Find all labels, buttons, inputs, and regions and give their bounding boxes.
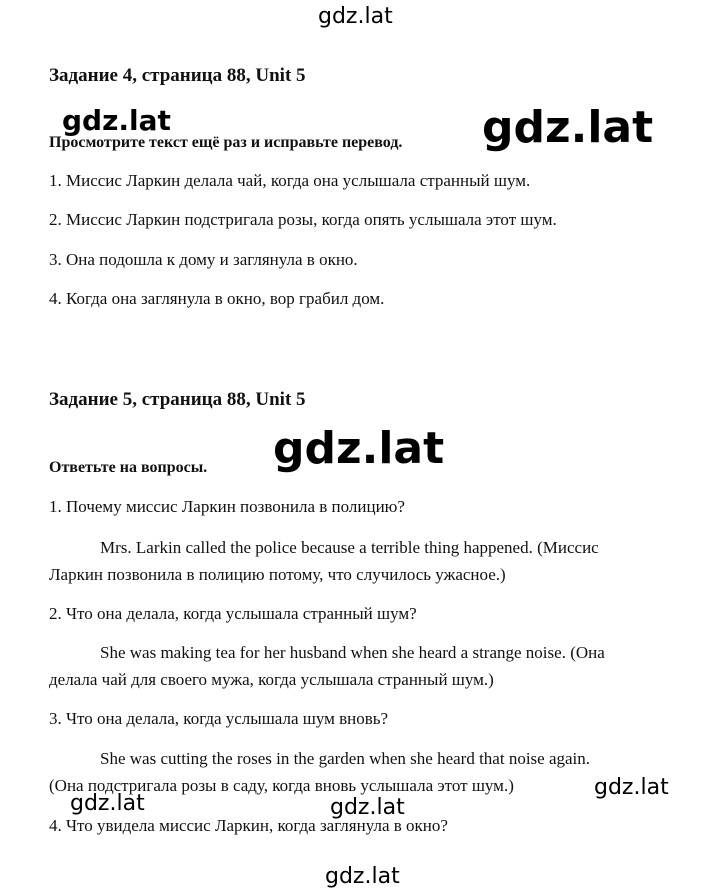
watermark-left-2: gdz.lat	[70, 791, 145, 816]
answer-2-line-1: She was making tea for her husband when she heard a strange noise. (Она	[100, 643, 605, 662]
task-5-instruction: Ответьте на вопросы.	[49, 459, 208, 476]
watermark-top: gdz.lat	[318, 4, 393, 29]
watermark-bottom: gdz.lat	[325, 864, 400, 889]
task-4-item: 3. Она подошла к дому и заглянула в окно.	[49, 250, 358, 269]
question-3: 3. Что она делала, когда услышала шум вновь?	[49, 709, 389, 728]
task-4-item: 4. Когда она заглянула в окно, вор грабил дом.	[49, 289, 385, 308]
watermark-right-1: gdz.lat	[482, 102, 654, 153]
question-1: 1. Почему миссис Ларкин позвонила в полицию?	[49, 497, 405, 516]
answer-3-line-2: (Она подстригала розы в саду, когда вновь услышала этот шум.)	[49, 776, 514, 795]
watermark-left-1: gdz.lat	[62, 104, 171, 137]
question-4: 4. Что увидела миссис Ларкин, когда заглянула в окно?	[49, 816, 448, 835]
task-4-item: 1. Миссис Ларкин делала чай, когда она услышала странный шум.	[49, 171, 531, 190]
task-4-instruction: Просмотрите текст ещё раз и исправьте перевод.	[49, 134, 403, 151]
answer-1-line-1: Mrs. Larkin called the police because a terrible thing happened. (Миссис	[100, 538, 599, 557]
answer-2-line-2: делала чай для своего мужа, когда услышала странный шум.)	[49, 670, 494, 689]
answer-3-line-1: She was cutting the roses in the garden when she heard that noise again.	[100, 749, 591, 768]
task-4-item: 2. Миссис Ларкин подстригала розы, когда опять услышала этот шум.	[49, 210, 557, 229]
watermark-right-2: gdz.lat	[594, 775, 669, 800]
watermark-center: gdz.lat	[273, 423, 445, 474]
question-2: 2. Что она делала, когда услышала странный шум?	[49, 604, 417, 623]
task-4-heading: Задание 4, страница 88, Unit 5	[49, 65, 306, 86]
task-5-heading: Задание 5, страница 88, Unit 5	[49, 389, 306, 410]
watermark-center-2: gdz.lat	[330, 795, 405, 820]
answer-1-line-2: Ларкин позвонила в полицию потому, что случилось ужасное.)	[49, 565, 506, 584]
